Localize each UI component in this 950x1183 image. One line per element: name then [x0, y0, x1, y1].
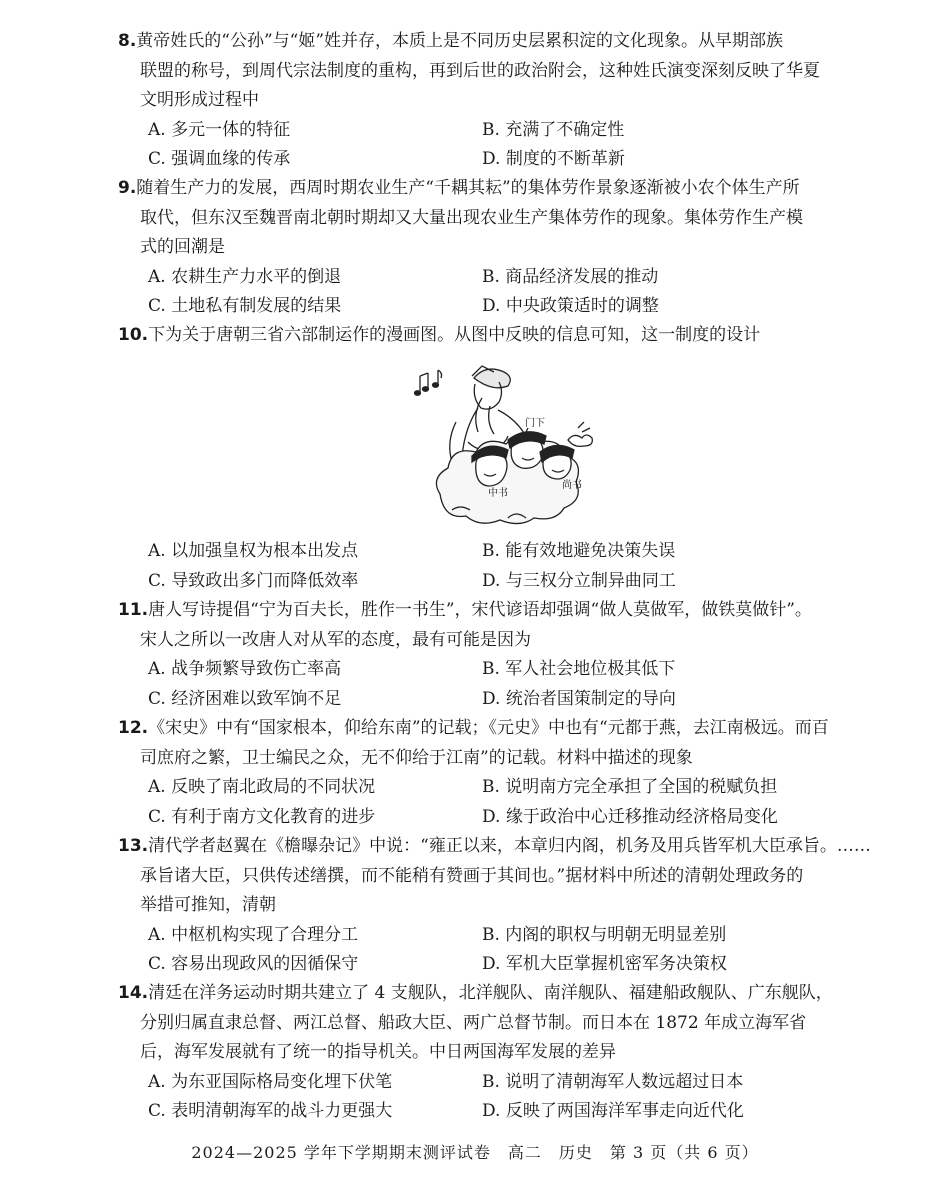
question-number: 13. [118, 836, 149, 856]
option-d: D. 缘于政治中心迁移推动经济格局变化 [482, 806, 778, 827]
option-b: B. 说明了清朝海军人数远超过日本 [482, 1071, 744, 1092]
question-number: 10. [118, 325, 149, 345]
option-a: A. 农耕生产力水平的倒退 [148, 266, 342, 287]
option-a: A. 多元一体的特征 [148, 119, 291, 140]
music-note-icon [415, 370, 442, 395]
option-c: C. 有利于南方文化教育的进步 [148, 806, 376, 827]
question-stem-line: 随着生产力的发展，西周时期农业生产“千耦其耘”的集体劳作景象逐渐被小农个体生产所 [136, 178, 800, 198]
option-b: B. 军人社会地位极其低下 [482, 659, 676, 679]
question-stem-line: 取代，但东汉至魏晋南北朝时期却又大量出现农业生产集体劳作的现象。集体劳作生产模 [140, 207, 803, 228]
options [118, 1068, 888, 1127]
question-number: 11. [118, 600, 149, 620]
option-a: A. 反映了南北政局的不同状况 [148, 777, 376, 797]
question-number: 14. [118, 983, 149, 1003]
question-number: 9. [118, 178, 137, 198]
question-stem-line: 黄帝姓氏的“公孙”与“姬”姓并存，本质上是不同历史层累积淀的文化现象。从早期部族 [136, 31, 784, 51]
label-shangshu: 尚书 [562, 480, 582, 491]
option-a: A. 中枢机构实现了合理分工 [148, 924, 359, 945]
option-d: D. 反映了两国海洋军事走向近代化 [482, 1101, 744, 1121]
question-9 [118, 174, 888, 322]
option-c: C. 导致政出多门而降低效率 [148, 570, 359, 591]
option-d: D. 制度的不断革新 [482, 149, 625, 169]
question-stem-line: 分别归属直隶总督、两江总督、船政大臣、两广总督节制。而日本在 1872 年成立海军省 [140, 1012, 807, 1033]
options [118, 263, 888, 322]
question-stem-line: 联盟的称号，到周代宗法制度的重构，再到后世的政治附会，这种姓氏演变深刻反映了华夏 [140, 60, 820, 81]
option-c: C. 容易出现政风的因循保守 [148, 954, 359, 974]
question-13 [118, 832, 888, 980]
question-stem-line: 式的回潮是 [140, 237, 225, 257]
question-stem-line: 司庶府之繁，卫士编民之众，无不仰给于江南”的记载。材料中描述的现象 [140, 747, 693, 768]
option-b: B. 商品经济发展的推动 [482, 266, 659, 287]
page-footer: 2024—2025 学年下学期期末测评试卷 高二 历史 第 3 页（共 6 页） [191, 1143, 759, 1162]
question-10-options [118, 537, 888, 596]
question-stem-line: 清廷在洋务运动时期共建立了 4 支舰队，北洋舰队、南洋舰队、福建船政舰队、广东舰队， [148, 983, 833, 1003]
label-zhongshu: 中书 [488, 488, 508, 499]
option-c: C. 土地私有制发展的结果 [148, 296, 342, 316]
option-a: A. 战争频繁导致伤亡率高 [148, 659, 342, 679]
option-d: D. 统治者国策制定的导向 [482, 688, 676, 709]
option-d: D. 军机大臣掌握机密军务决策权 [482, 954, 727, 974]
options [118, 773, 888, 832]
option-c: C. 强调血缘的传承 [148, 149, 291, 169]
cartoon-drawing [412, 362, 604, 530]
options [118, 116, 888, 175]
label-menxia: 门下 [525, 418, 545, 429]
option-c: C. 经济困难以致军饷不足 [148, 688, 342, 709]
question-14 [118, 979, 888, 1127]
three-departments-cartoon [412, 362, 604, 530]
question-12 [118, 714, 888, 832]
option-c: C. 表明清朝海军的战斗力更强大 [148, 1101, 393, 1121]
question-stem-line: 文明形成过程中 [140, 90, 259, 110]
options [118, 537, 888, 596]
option-b: B. 能有效地避免决策失误 [482, 541, 676, 561]
question-11 [118, 596, 888, 714]
question-stem-line: 宋人之所以一改唐人对从军的态度，最有可能是因为 [140, 629, 531, 650]
question-stem-line: 《宋史》中有“国家根本，仰给东南”的记载；《元史》中也有“元都于燕，去江南极远。而百 [148, 718, 829, 738]
option-d: D. 与三权分立制异曲同工 [482, 570, 676, 591]
question-number: 8. [118, 31, 137, 51]
option-a: A. 以加强皇权为根本出发点 [148, 541, 359, 561]
question-number: 12. [118, 718, 149, 738]
question-10 [118, 321, 888, 351]
option-b: B. 内阁的职权与明朝无明显差别 [482, 924, 727, 945]
option-b: B. 说明南方完全承担了全国的税赋负担 [482, 777, 778, 797]
question-8 [118, 27, 888, 175]
option-b: B. 充满了不确定性 [482, 119, 625, 140]
options [118, 655, 888, 714]
options [118, 921, 888, 980]
question-stem-line: 唐人写诗提倡“宁为百夫长，胜作一书生”，宋代谚语却强调“做人莫做军，做铁莫做针”。 [148, 600, 812, 620]
question-stem-line: 举措可推知，清朝 [140, 895, 276, 915]
question-stem-line: 承旨诸大臣，只供传述缮撰，而不能稍有赞画于其间也。”据材料中所述的清朝处理政务的 [140, 865, 804, 886]
option-d: D. 中央政策适时的调整 [482, 296, 659, 316]
question-stem-line: 后，海军发展就有了统一的指导机关。中日两国海军发展的差异 [140, 1042, 616, 1062]
option-a: A. 为东亚国际格局变化埋下伏笔 [148, 1071, 393, 1092]
question-stem-line: 清代学者赵翼在《檐曝杂记》中说：“雍正以来，本章归内阁，机务及用兵皆军机大臣承旨。…… [148, 836, 871, 856]
question-stem-line: 下为关于唐朝三省六部制运作的漫画图。从图中反映的信息可知，这一制度的设计 [148, 325, 761, 345]
